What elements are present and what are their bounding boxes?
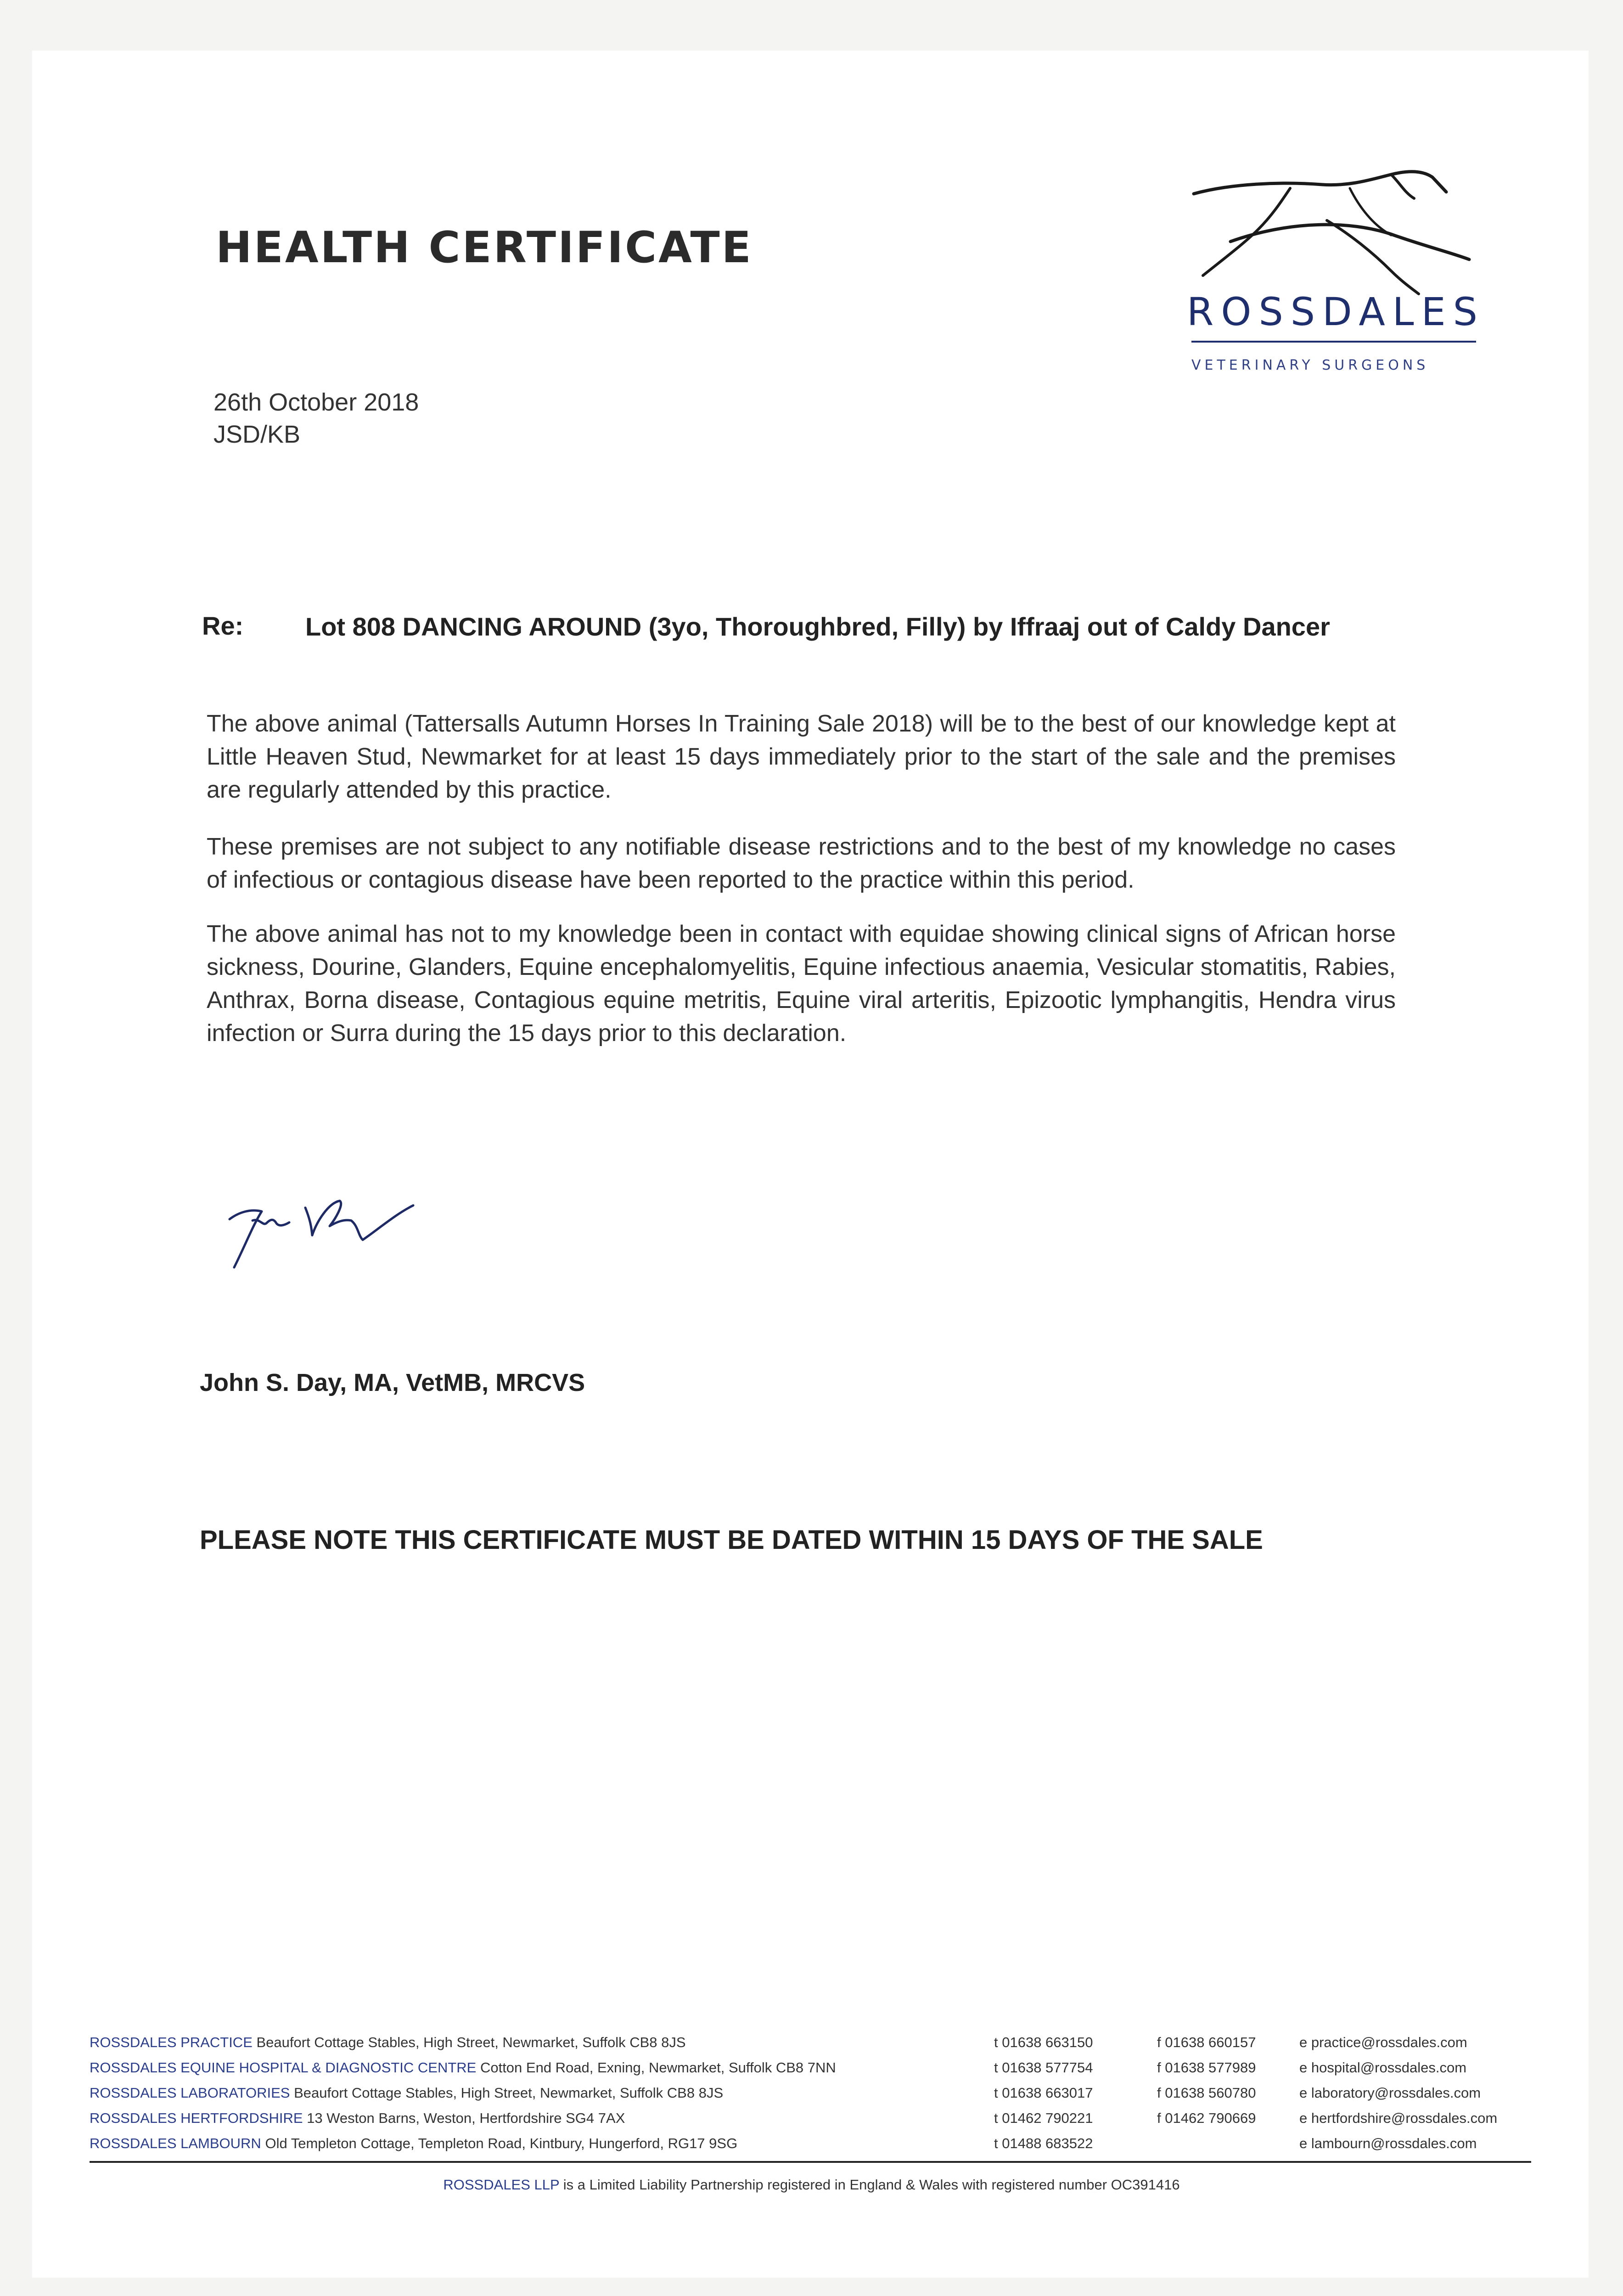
office-street: Beaufort Cottage Stables, High Street, Newmarket, Suffolk CB8 8JS [294,2085,724,2101]
office-phone: t 01638 663017 [994,2085,1093,2101]
validity-notice: PLEASE NOTE THIS CERTIFICATE MUST BE DATED WITHIN 15 DAYS OF THE SALE [200,1525,1263,1555]
page-title: HEALTH CERTIFICATE [216,223,753,273]
office-name: ROSSDALES EQUINE HOSPITAL & DIAGNOSTIC CENTRE [90,2060,477,2076]
office-phone: t 01462 790221 [994,2110,1093,2126]
office-fax: f 01638 577989 [1157,2060,1256,2076]
office-street: Beaufort Cottage Stables, High Street, Newmarket, Suffolk CB8 8JS [256,2034,686,2050]
signature-icon [220,1176,459,1277]
signatory-name: John S. Day, MA, VetMB, MRCVS [200,1369,585,1396]
brand-name: ROSSDALES [1187,289,1485,334]
office-street: 13 Weston Barns, Weston, Hertfordshire SG4 7AX [307,2110,625,2126]
office-phone: t 01638 577754 [994,2060,1093,2076]
office-address [90,2034,686,2051]
office-street: Old Templeton Cottage, Templeton Road, Kintbury, Hungerford, RG17 9SG [265,2135,738,2151]
office-fax: f 01638 560780 [1157,2085,1256,2101]
office-phone: t 01488 683522 [994,2135,1093,2151]
office-email: e hertfordshire@rossdales.com [1299,2110,1498,2126]
subject-line: Lot 808 DANCING AROUND (3yo, Thoroughbred, Filly) by Iffraaj out of Caldy Dancer [305,612,1330,641]
footer-office-row [0,2034,1623,2060]
office-address [90,2060,836,2076]
horse-logo-icon [1175,156,1497,386]
office-fax: f 01638 660157 [1157,2034,1256,2050]
footer-legal-notice [0,2177,1623,2193]
footer-office-row [0,2135,1623,2161]
footer-office-row [0,2060,1623,2085]
letter-date: 26th October 2018 [213,388,419,416]
legal-entity-name: ROSSDALES LLP [443,2177,560,2193]
office-name: ROSSDALES PRACTICE [90,2034,253,2050]
letter-reference: JSD/KB [213,421,301,448]
body-paragraph: The above animal (Tattersalls Autumn Horses In Training Sale 2018) will be to the best of our knowledge kept at Little Heaven Stud, Newmarket for at least 15 days immediately prior to the start of the sale and the premises are regularly attended by this practice. [207,710,1396,803]
office-fax: f 01462 790669 [1157,2110,1256,2126]
office-address [90,2085,723,2101]
brand-tagline: VETERINARY SURGEONS [1191,357,1429,373]
office-name: ROSSDALES LABORATORIES [90,2085,290,2101]
subject-label: Re: [202,611,244,640]
office-street: Cotton End Road, Exning, Newmarket, Suffolk CB8 7NN [480,2060,836,2076]
footer-office-row [0,2085,1623,2110]
office-email: e laboratory@rossdales.com [1299,2085,1481,2101]
brand-divider [1191,341,1476,343]
office-address [90,2110,625,2127]
body-paragraph: The above animal has not to my knowledge been in contact with equidae showing clinical signs of African horse sickness, Dourine, Glanders, Equine encephalomyelitis, Equine infectious anaemia, Vesicular stomatitis, Rabies, Anthrax, Borna disease, Contagious equine metritis, Equine viral arteritis, Epizootic lymphangitis, Hendra virus infection or Surra during the 15 days prior to this declaration. [207,921,1396,1047]
office-address [90,2135,737,2152]
office-email: e practice@rossdales.com [1299,2034,1467,2050]
office-name: ROSSDALES LAMBOURN [90,2135,261,2151]
office-email: e hospital@rossdales.com [1299,2060,1467,2076]
office-phone: t 01638 663150 [994,2034,1093,2050]
footer-divider [90,2161,1531,2163]
office-name: ROSSDALES HERTFORDSHIRE [90,2110,303,2126]
office-email: e lambourn@rossdales.com [1299,2135,1477,2151]
footer-office-row [0,2110,1623,2136]
body-paragraph: These premises are not subject to any notifiable disease restrictions and to the best of my knowledge no cases of infectious or contagious disease have been reported to the practice within this period. [207,833,1396,893]
legal-registration-text: is a Limited Liability Partnership registered in England & Wales with registered number OC391416 [563,2177,1180,2193]
